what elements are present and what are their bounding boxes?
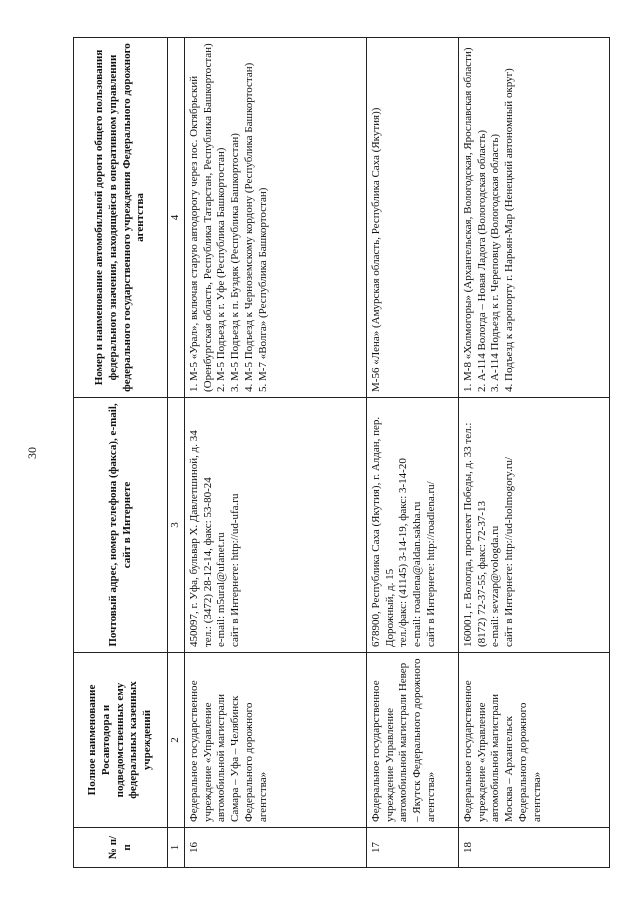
road-item: 2. М-5 Подъезд к г. Уфе (Республика Башкортостан)	[215, 147, 228, 392]
column-number: 3	[168, 398, 185, 653]
website: сайт в Интернете: http://roadlena.ru/	[424, 481, 437, 647]
website: сайт в Интернете: http://ud-holmogory.ru/	[503, 456, 515, 647]
table-row	[458, 38, 609, 868]
address: 160001, г. Вологда, проспект Победы, д. 33 тел.: (8172) 72-37-55, факс: 72-37-13	[461, 422, 488, 647]
roads-cell	[366, 38, 458, 398]
header-roads: Номер и наименование автомобильной дороги общего пользования федерального значения, находящейся в оперативном управлении федерального государственного учреждения Федерального дорожного агентства	[74, 38, 168, 398]
road-item: 3. М-5 Подъезд к п. Буздяк (Республика Башкортостан)	[229, 133, 241, 392]
page-number: 30	[25, 447, 39, 459]
table-row	[366, 38, 458, 868]
institution-name: Федеральное государственное учреждение Управление автомобильной магистрали Невер – Якутск Федерального дорожного агентства»	[366, 653, 458, 828]
column-number-row	[168, 38, 185, 868]
roads-cell	[458, 38, 609, 398]
address: 450097, г. Уфа, бульвар Х. Давлетшиной, д. 34	[187, 430, 200, 647]
road-item: 1. М-8 «Холмогоры» (Архангельская, Вологодская, Ярославская области)	[461, 47, 474, 392]
column-number: 1	[168, 828, 185, 868]
road-item: 4. Подъезд к аэропорту г. Нарьян-Мар (Ненецкий автономный округ)	[503, 68, 515, 392]
rotated-page-content	[73, 38, 608, 868]
row-number: 18	[458, 828, 609, 868]
email: e-mail: sevzap@vologda.ru	[489, 525, 502, 647]
email: e-mail: m5ural@ufanet.ru	[215, 532, 228, 647]
contacts-cell	[366, 398, 458, 653]
header-name: Полное наименование Росавтодора и подведомственных ему федеральных казенных учреждений	[74, 653, 168, 828]
column-number: 4	[168, 38, 185, 398]
phone: тел./факс: (41145) 3-14-19, факс: 3-14-20	[397, 458, 410, 647]
website: сайт в Интернете: http://ud-ufa.ru	[229, 493, 241, 647]
email: e-mail: roadlena@aldan.sakha.ru	[411, 501, 423, 647]
address: 678900, Республика Саха (Якутия), г. Алдан, пер. Дорожный, д. 15	[369, 416, 396, 647]
road-item: 4. М-5 Подъезд к Черноземскому кордону (Республика Башкортостан)	[242, 62, 255, 392]
row-number: 16	[184, 828, 366, 868]
row-number: 17	[366, 828, 458, 868]
column-number: 2	[168, 653, 185, 828]
table-row	[184, 38, 366, 868]
road-item: М-56 «Лена» (Амурская область, Республика Саха (Якутия))	[369, 107, 382, 392]
phone: тел.: (3472) 28-12-14, факс: 53-80-24	[201, 477, 214, 647]
contacts-cell	[458, 398, 609, 653]
road-item: 3. А-114 Подъезд к г. Череповцу (Вологодская область)	[489, 133, 502, 392]
road-item: 2. А-114 Вологда – Новая Ладога (Вологодская область)	[475, 129, 488, 392]
institution-name: Федеральное государственное учреждение «Управление автомобильной магистрали Самара – Уфа – Челябинск Федерального дорожного агентства»	[184, 653, 366, 828]
institution-name: Федеральное государственное учреждение «Управление автомобильной магистрали Москва – Архангельск Федерального дорожного агентства»	[458, 653, 609, 828]
header-contacts: Почтовый адрес, номер телефона (факса), e-mail, сайт в Интернете	[74, 398, 168, 653]
header-row	[74, 38, 168, 868]
road-item: 1. М-5 «Урал», включая старую автодорогу через пос. Октябрьский (Оренбургская область, Республика Татарстан, Республика Башкортостан)	[187, 43, 214, 392]
header-num: № п/п	[74, 828, 168, 868]
roads-table	[73, 37, 610, 868]
roads-cell	[184, 38, 366, 398]
contacts-cell	[184, 398, 366, 653]
road-item: 5. М-7 «Волга» (Республика Башкортостан)	[256, 187, 269, 392]
